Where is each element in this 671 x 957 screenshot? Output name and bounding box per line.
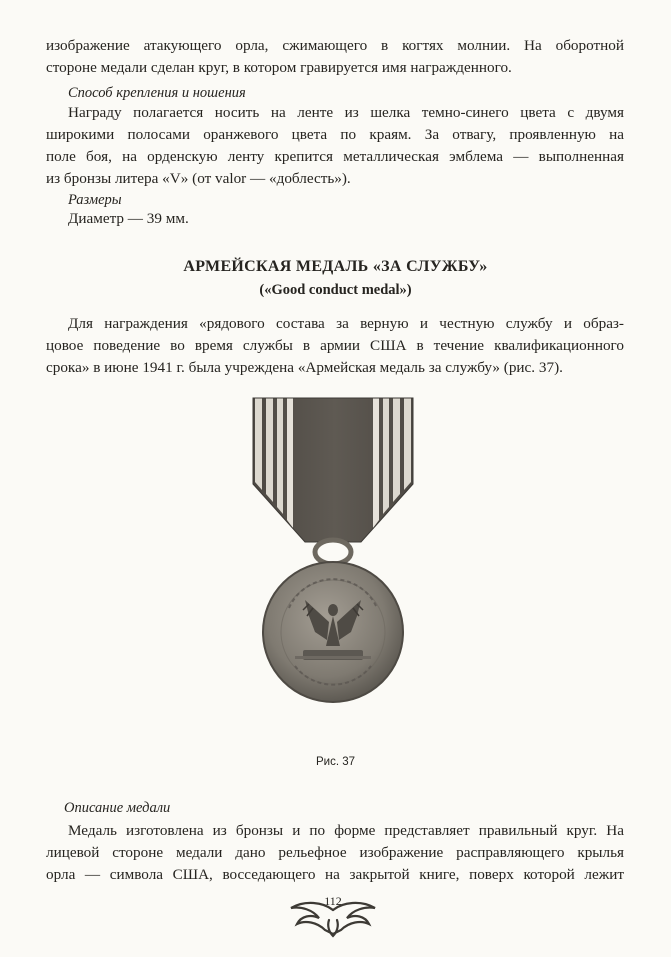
medal-image <box>245 394 425 744</box>
size-heading: Размеры <box>68 192 122 208</box>
suspension-ring <box>315 540 351 564</box>
page-number: 112 <box>324 894 342 908</box>
text-line: Для награждения «рядового состава за верную и честную службу и образ- <box>68 315 624 332</box>
size-text: Диаметр — 39 мм. <box>68 210 189 227</box>
medal-figure <box>245 394 425 744</box>
text-line: Награду полагается носить на ленте из шелка темно-синего цвета с двумя <box>68 104 624 121</box>
text-line: лицевой стороне медали дано рельефное изображение расправляющего крылья <box>46 844 624 861</box>
figure-caption: Рис. 37 <box>315 756 356 768</box>
text-line: срока» в июне 1941 г. была учреждена «Армейская медаль за службу» (рис. 37). <box>46 359 563 376</box>
text-line: широкими полосами оранжевого цвета по краям. За отвагу, проявленную на <box>46 126 624 143</box>
text-line: цовое поведение во время службы в армии США в течение квалификационного <box>46 337 624 354</box>
text-line: поле боя, на орденскую ленту крепится металлическая эмблема — выполненная <box>46 148 624 165</box>
ribbon <box>245 394 425 554</box>
description-heading: Описание медали <box>64 800 171 816</box>
section-intro-paragraph <box>46 313 624 379</box>
intro-paragraph <box>46 35 624 79</box>
description-paragraph <box>46 820 624 886</box>
medal-disk <box>263 562 403 702</box>
text-line: из бронзы литера «V» (от valor — «доблесть»). <box>46 170 351 187</box>
wear-heading: Способ крепления и ношения <box>68 85 246 101</box>
section-title: АРМЕЙСКАЯ МЕДАЛЬ «ЗА СЛУЖБУ» <box>183 258 488 275</box>
text-line: Медаль изготовлена из бронзы и по форме представляет правильный круг. На <box>68 822 624 839</box>
page-footer <box>283 890 383 942</box>
text-line: изображение атакующего орла, сжимающего в когтях молнии. На оборотной <box>46 37 624 54</box>
text-line: стороне медали сделан круг, в котором гравируется имя награжденного. <box>46 59 512 76</box>
text-line: орла — символа США, восседающего на закрытой книге, поверх которой лежит <box>46 866 624 883</box>
wear-paragraph <box>46 102 624 190</box>
section-subtitle: («Good conduct medal») <box>259 282 412 298</box>
